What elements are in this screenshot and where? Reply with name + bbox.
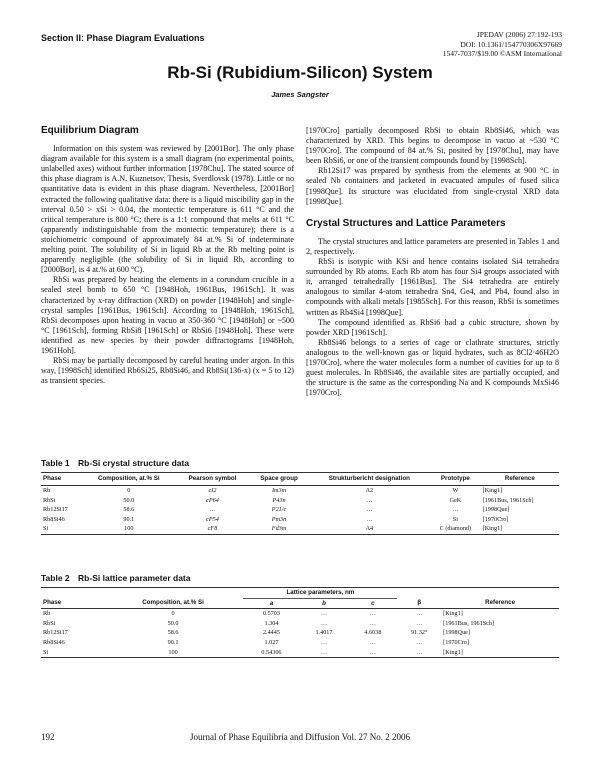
column-header: Phase xyxy=(41,598,103,609)
table-cell: [1998Que] xyxy=(482,506,510,514)
paragraph: RbSi may be partially decomposed by careful heating under argon. In this way, [1998Sch] identified Rb6Si25, Rb8Si46, and Rb8Si(136-x) (x = 5 to 12) as transient species. xyxy=(41,356,294,386)
table-cell: … xyxy=(348,648,397,658)
table-cell: 2.4445 xyxy=(262,629,280,637)
table-group-header-row xyxy=(41,588,559,599)
table-cell: 1.4017 xyxy=(315,629,333,637)
lattice-parameter-table xyxy=(41,587,559,658)
column-header: Space group xyxy=(249,473,308,486)
table-row xyxy=(41,619,559,629)
table-cell: 50.0 xyxy=(123,496,135,504)
table-cell: 58.6 xyxy=(167,629,179,637)
table-cell: Rb12Si17 xyxy=(43,506,68,514)
column-header: Reference xyxy=(441,598,559,609)
paragraph: RbSi is isotypic with KSi and hence contains isolated Si4 tetrahedra surrounded by Rb atoms. Each Rb atom has four Si4 groups associated with it, arranged tetrahedrally [1961Bus]. The Si4 tetrahedra are entirely analogous to similar 4-atom tetrahedra Sn4, Ge4, and Pb4, found also in compounds with alkali metals [1985Sch]. For this reason, RbSi is sometimes written as Rb4Si4 [1998Que]. xyxy=(306,257,559,317)
table-cell: [1998Que] xyxy=(443,629,470,637)
column-header: b xyxy=(300,598,349,609)
table-cell: Fd3m xyxy=(249,524,308,534)
table-cell: [1961Bus, 1961Sch] xyxy=(443,619,495,627)
paragraph: Rb12Si17 was prepared by synthesis from the elements at 900 °C in sealed Nb containers and jacketed in evacuated ampules of fused silica [1998Que]. Its structure was elucidated from single-crystal XRD data [1998Que]. xyxy=(306,166,559,206)
section-heading-crystal-structures: Crystal Structures and Lattice Parameters xyxy=(306,217,506,229)
table-cell: P21/c xyxy=(271,506,287,514)
crystal-structure-table xyxy=(41,472,559,535)
column-header: Prototype xyxy=(430,473,481,486)
table-cell: … xyxy=(366,515,373,523)
column-header: a xyxy=(243,598,299,609)
table-cell: 50.0 xyxy=(167,619,179,627)
column-header: Strukturbericht designation xyxy=(309,473,430,486)
table-cell: RbSi xyxy=(43,619,56,627)
journal-reference-block xyxy=(443,30,562,59)
table-cell: 100 xyxy=(103,648,244,658)
table-cell: [King1] xyxy=(482,487,503,494)
table1-caption: Rb-Si crystal structure data xyxy=(78,458,190,468)
table-cell: [King1] xyxy=(443,610,463,618)
table-row xyxy=(41,496,559,506)
table-row xyxy=(41,609,559,619)
table-cell: 0.54306 xyxy=(243,648,299,658)
table-cell: … xyxy=(320,638,328,646)
table-cell: … xyxy=(452,506,459,514)
table-cell: [1970Cro] xyxy=(482,515,509,523)
table-cell: [1970Cro] xyxy=(443,638,469,646)
table-cell: cF8 xyxy=(176,524,250,534)
table-cell: … xyxy=(366,506,373,514)
table-row xyxy=(41,524,559,534)
table-cell: … xyxy=(369,638,376,646)
page-number: 192 xyxy=(41,732,55,742)
table-cell: Si xyxy=(452,515,458,523)
table-cell: … xyxy=(366,496,373,504)
table-cell: [King1] xyxy=(441,648,559,658)
table-cell: … xyxy=(300,648,349,658)
table-cell: … xyxy=(369,619,376,627)
table-cell: Pm3n xyxy=(271,515,287,523)
table-cell: A2 xyxy=(365,487,374,494)
table-cell: 100 xyxy=(82,524,176,534)
table-header-row xyxy=(41,598,559,609)
table-cell: cP54 xyxy=(206,515,219,523)
table-cell: cP64 xyxy=(206,496,219,504)
section-heading-equilibrium: Equilibrium Diagram xyxy=(41,125,139,136)
column-header: Phase xyxy=(41,473,82,486)
section-label: Section II: Phase Diagram Evaluations xyxy=(41,33,205,43)
table-header-row xyxy=(41,473,559,486)
table-cell: 90.1 xyxy=(167,638,179,646)
table-cell: GeK xyxy=(449,496,462,504)
paragraph: RbSi was prepared by heating the elements in a corundum crucible in a sealed steel bomb to 650 °C [1948Hoh, 1961Bus, 1961Sch]. It was characterized by x-ray diffraction (XRD) on powder [1948Hoh] and single-crystal samples [1961Bus, 1961Sch]. According to [1948Hoh, 1961Sch], RbSi decomposes upon heating in vacuo at 350-360 °C [1948Hoh] or ~500 °C [1961Sch], forming RbSi8 [1961Sch] or RbSi6 [1948Hoh]. These were identified as new species by their powder diffractograms [1948Hoh, 1961Hoh]. xyxy=(41,275,294,355)
column-header: Composition, at.% Si xyxy=(103,598,244,609)
table-row xyxy=(41,486,559,496)
column-header: β xyxy=(397,598,441,609)
column-header: Pearson symbol xyxy=(176,473,250,486)
table-row xyxy=(41,648,559,658)
table-row xyxy=(41,628,559,638)
column-header: Composition, at.% Si xyxy=(82,473,176,486)
table-row xyxy=(41,515,559,525)
table-cell: … xyxy=(320,610,328,618)
table-cell: 4.6038 xyxy=(364,629,382,637)
column-header: c xyxy=(348,598,397,609)
table-cell: C (diamond) xyxy=(430,524,481,534)
table-cell: … xyxy=(416,619,423,627)
table-cell: 1.027 xyxy=(264,638,279,646)
table-cell: W xyxy=(452,487,459,494)
table-cell: 0 xyxy=(127,487,131,494)
doi-line: DOI: 10.1361/154770306X97669 xyxy=(460,39,562,49)
table2-caption: Rb-Si lattice parameter data xyxy=(78,573,191,583)
table-row xyxy=(41,638,559,648)
table2-number: Table 2 xyxy=(41,573,70,583)
table-cell: … xyxy=(416,638,423,646)
issn-line: 1547-7037/$19.00 ©ASM International xyxy=(442,49,562,58)
journal-citation-line: JPEDAV (2006) 27:192-193 xyxy=(476,30,562,39)
table-cell: 90.1 xyxy=(123,515,135,523)
table-cell: Im3m xyxy=(271,487,287,494)
table-cell: [1961Bus, 1961Sch] xyxy=(482,496,534,504)
table-cell: … xyxy=(416,610,423,618)
paragraph: The compound identified as RbSi6 had a cubic structure, shown by powder XRD [1961Sch]. xyxy=(306,317,559,337)
table-cell: [King1] xyxy=(481,524,559,534)
table-cell: … xyxy=(369,610,376,618)
table2-title xyxy=(41,573,190,583)
paragraph: The crystal structures and lattice parameters are presented in Tables 1 and 2, respectively. xyxy=(306,236,559,256)
paragraph: [1970Cro] partially decomposed RbSi to obtain Rb8Si46, which was characterized by XRD. This begins to decompose in vacuo at ~530 °C [1970Cro]. The compound of 84 at.% Si, posited by [1978Chu], may have been RbSi6, or one of the transient compounds found by [1998Sch]. xyxy=(306,126,559,166)
right-column xyxy=(306,126,559,398)
lattice-parameters-group-header: Lattice parameters, nm xyxy=(243,588,397,599)
article-title: Rb-Si (Rubidium-Silicon) System xyxy=(167,63,433,82)
table-cell: Rb8Si46 xyxy=(43,515,65,523)
table-cell: … xyxy=(397,648,441,658)
table-cell: 0.5703 xyxy=(262,610,280,618)
table-cell: 0 xyxy=(171,610,175,618)
paragraph: Information on this system was reviewed by [2001Bor]. The only phase diagram available for this system is a small diagram (no experimental points, unlabelled axes) without further information [1978Chu]. The stated source of this phase diagram is A.N. Kuznetsov, Thesis, Sverdlovsk (1978). Little or no quantitative data is evident in this phase diagram. Nevertheless, [2001Bor] extracted the following qualitative data: there is a liquid miscibility gap in the interval 0.50 > xSi > 0.04, the montectic temperature is 611 °C and the critical temperature is 800 °C; there is a 1:1 compound that melts at 611 °C (apparently indistinguishable from the montectic temperature); there is a stoichiometric compound of approximately 84 at.% Si of indeterminate melting point. The solubility of Si in liquid Rb at the Rb melting point is apparently negligible (the solubility of Si in liquid Rb, according to [2000Bor], is 4 at.% at 600 °C). xyxy=(41,144,294,275)
table-cell: Rb12Si17 xyxy=(43,629,68,637)
table-cell: … xyxy=(209,506,216,514)
table-cell: 1.304 xyxy=(264,619,279,627)
table-cell: Si xyxy=(41,524,82,534)
table-cell: Rb8Si46 xyxy=(43,638,65,646)
article-author: James Sangster xyxy=(271,90,329,99)
table-cell: … xyxy=(320,619,328,627)
table-row xyxy=(41,505,559,515)
table-cell: cI2 xyxy=(208,487,217,494)
table-cell: Rb xyxy=(43,610,51,618)
table-cell: P43n xyxy=(272,496,286,504)
table-cell: 58.6 xyxy=(123,506,135,514)
journal-footer: Journal of Phase Equilibria and Diffusion Vol. 27 No. 2 2006 xyxy=(190,732,410,742)
table-cell: Si xyxy=(41,648,103,658)
paragraph: Rb8Si46 belongs to a series of cage or clathrate structures, strictly analogous to the well-known gas or liquid hydrates, such as 8Cl2·46H2O [1970Cro], where the water molecules form a number of cavities for up to 8 guest molecules. In Rb8Si46, the available sites are partially occupied, and the structure is the same as the corresponding Na and K compounds MxSi46 [1970Cro]. xyxy=(306,337,559,398)
table-cell: A4 xyxy=(309,524,430,534)
left-column xyxy=(41,126,294,386)
table-cell: Rb xyxy=(43,487,51,494)
table1-number: Table 1 xyxy=(41,458,70,468)
table1-title xyxy=(41,458,189,468)
table-cell: RbSi xyxy=(43,496,56,504)
column-header: Reference xyxy=(481,473,559,486)
table-cell: 91.32° xyxy=(411,629,428,637)
